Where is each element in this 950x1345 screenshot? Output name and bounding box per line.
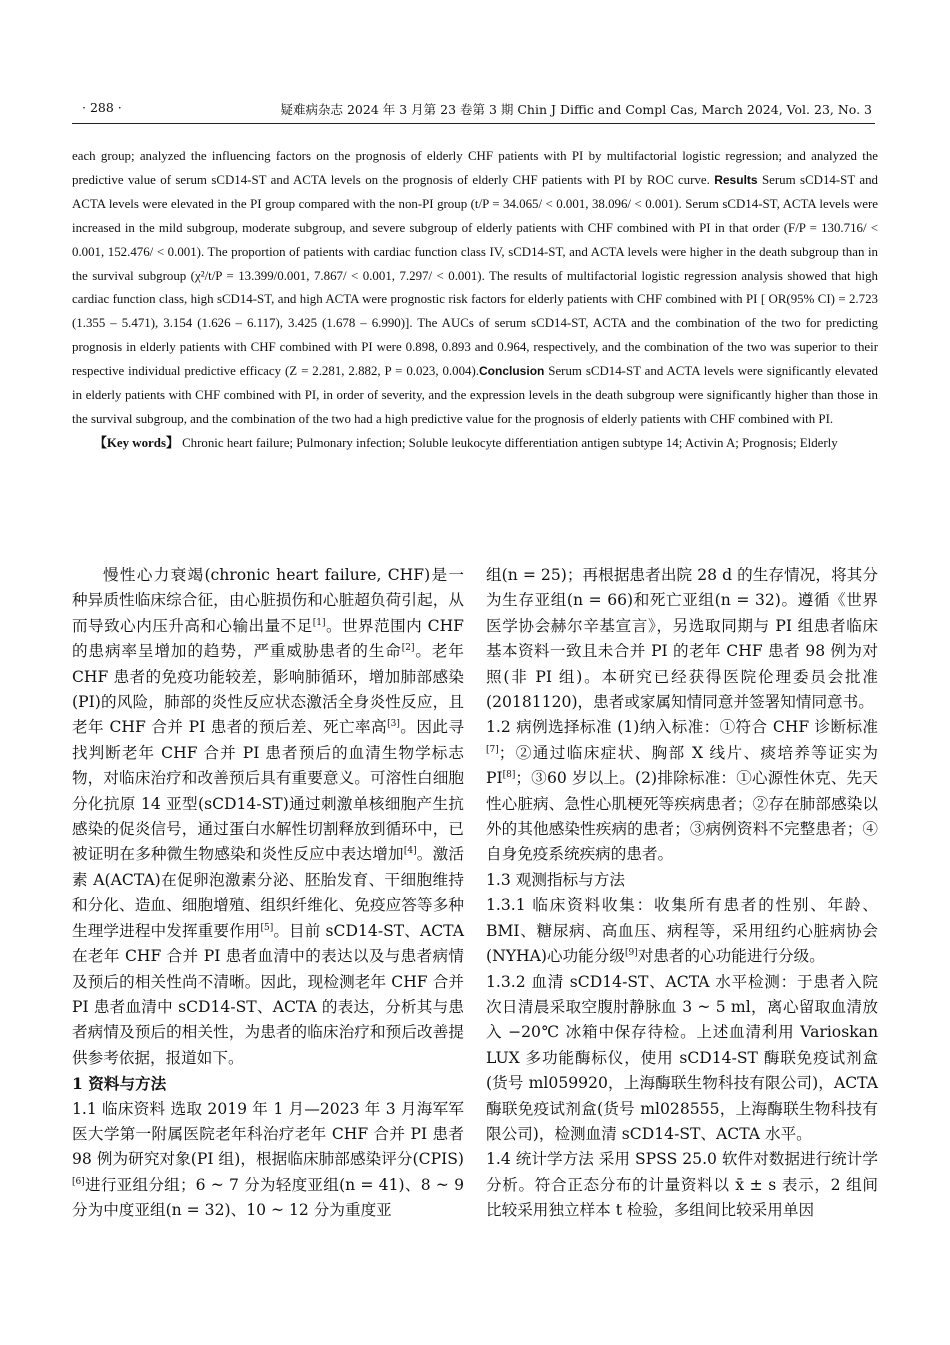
citation: [7] bbox=[486, 744, 499, 755]
citation: [5] bbox=[260, 922, 274, 933]
section-heading-1: 1 资料与方法 bbox=[72, 1074, 167, 1094]
paragraph-1-1: 1.1 临床资料 选取 2019 年 1 月—2023 年 3 月海军军医大学第一附属医院老年科治疗老年 CHF 合并 PI 患者 98 例为研究对象(PI 组)，根据临床肺部感染评分(CPIS)[6]进行亚组分组；6 ~ 7 分为轻度亚组(n = 41)、8 ~ 9 分为中度亚组(n = 32)、10 ~ 12 分为重度亚 bbox=[72, 1099, 464, 1220]
keywords-label: 【Key words】 bbox=[94, 435, 179, 450]
keywords: 【Key words】 Chronic heart failure; Pulmonary infection; Soluble leukocyte differentiation antigen subtype 14; Activin A; Prognosis; Elderly bbox=[94, 435, 838, 450]
right-column bbox=[486, 563, 878, 1224]
subsection-heading-1-1: 1.1 临床资料 bbox=[72, 1099, 166, 1118]
paragraph-1-3-1: 1.3.1 临床资料收集：收集所有患者的性别、年龄、BMI、糖尿病、高血压、病程等，采用纽约心脏病协会(NYHA)心功能分级[9]对患者的心功能进行分级。 bbox=[486, 896, 878, 966]
paragraph-1-2: 1.2 病例选择标准 (1)纳入标准：①符合 CHF 诊断标准[7]；②通过临床症状、胸部 X 线片、痰培养等证实为 PI[8]；③60 岁以上。(2)排除标准：①心源性休克、先天性心脏病、急性心肌梗死等疾病患者；②存在肺部感染以外的其他感染性疾病的患者；③病例资料不完整患者；④自身免疫系统疾病的患者。 bbox=[486, 718, 879, 864]
english-abstract bbox=[72, 145, 878, 456]
subsection-heading-1-3-2: 1.3.2 血清 sCD14-ST、ACTA 水平检测： bbox=[486, 972, 797, 991]
subsection-heading-1-2: 1.2 病例选择标准 bbox=[486, 718, 612, 737]
citation: [8] bbox=[502, 770, 516, 781]
citation: [2] bbox=[401, 643, 415, 654]
subsection-heading-1-4: 1.4 统计学方法 bbox=[486, 1150, 594, 1169]
intro-paragraph: 慢性心力衰竭(chronic heart failure, CHF)是一种异质性临床综合征，由心脏损伤和心脏超负荷引起，从而导致心内压升高和心输出量不足[1]。世界范围内 CHF 的患病率呈增加的趋势，严重威胁患者的生命[2]。老年 CHF 患者的免疫功能较差，影响肺循环，增加肺部感染(PI)的风险，肺部的炎性反应状态激活全身炎性反应，且老年 CHF 合并 PI 患者的预后差、死亡率高[3]。因此寻找判断老年 CHF 合并 PI 患者预后的血清生物学标志物，对临床治疗和改善预后具有重要意义。可溶性白细胞分化抗原 14 亚型(sCD14-ST)通过刺激单核细胞产生抗感染的促炎信号，通过蛋白水解性切割释放到循环中，已被证明在多种微生物感染和炎性反应中表达增加[4]。激活素 A(ACTA)在促卵泡激素分泌、胚胎发育、干细胞维持和分化、造血、细胞增殖、组织纤维化、免疫应答等多种生理学进程中发挥重要作用[5]。目前 sCD14-ST、ACTA 在老年 CHF 合并 PI 患者血清中的表达以及与患者病情及预后的相关性尚不清晰。因此，现检测老年 CHF 合并 PI 患者血清中 sCD14-ST、ACTA 的表达，分析其与患者病情及预后的相关性，为患者的临床治疗和预后改善提供参考依据，报道如下。 bbox=[72, 566, 464, 1067]
header-rule bbox=[72, 123, 875, 124]
conclusion-label: Conclusion bbox=[479, 364, 545, 379]
citation: [6] bbox=[72, 1176, 85, 1187]
paragraph-1-3-2: 1.3.2 血清 sCD14-ST、ACTA 水平检测：于患者入院次日清晨采取空腹肘静脉血 3 ~ 5 ml，离心留取血清放入 −20℃ 冰箱中保存待检。上述血清利用 Varioskan LUX 多功能酶标仪，使用 sCD14-ST 酶联免疫试剂盒(货号 ml059920，上海酶联生物科技有限公司)，ACTA 酶联免疫试剂盒(货号 ml028555，上海酶联生物科技有限公司)，检测血清 sCD14-ST、ACTA 水平。 bbox=[486, 972, 878, 1143]
page-number: · 288 · bbox=[82, 100, 122, 115]
results-label: Results bbox=[714, 172, 758, 187]
paragraph-1-4: 1.4 统计学方法 采用 SPSS 25.0 软件对数据进行统计学分析。符合正态分布的计量资料以 x̄ ± s 表示，2 组间比较采用独立样本 t 检验，多组间比较采用单因 bbox=[486, 1150, 878, 1220]
subsection-heading-1-3-1: 1.3.1 临床资料收集： bbox=[486, 896, 654, 915]
left-column bbox=[72, 563, 464, 1224]
citation: [1] bbox=[312, 617, 326, 628]
subsection-heading-1-3: 1.3 观测指标与方法 bbox=[486, 870, 625, 889]
citation: [3] bbox=[387, 719, 400, 730]
journal-running-header: 疑难病杂志 2024 年 3 月第 23 卷第 3 期 Chin J Diffic and Compl Cas, March 2024, Vol. 23, No. 3 bbox=[280, 102, 872, 117]
abstract-paragraph: each group; analyzed the influencing factors on the prognosis of elderly CHF patients with PI by multifactorial logistic regression; and analyzed the predictive value of serum sCD14-ST and ACTA levels on the prognosis of elderly CHF patients with PI by ROC curve. Results Serum sCD14-ST and ACTA levels were elevated in the PI group compared with the non-PI group (t/P = 34.065/ < 0.001, 38.096/ < 0.001). Serum sCD14-ST, ACTA levels were increased in the mild subgroup, moderate subgroup, and severe subgroup of elderly patients with CHF combined with PI in that order (F/P = 130.716/ < 0.001, 152.476/ < 0.001). The proportion of patients with cardiac function class IV, sCD14-ST, and ACTA levels were higher in the death subgroup than in the survival subgroup (χ²/t/P = 13.399/0.001, 7.867/ < 0.001, 7.297/ < 0.001). The results of multifactorial logistic regression analysis showed that high cardiac function class, high sCD14-ST, and high ACTA were prognostic risk factors for elderly patients with CHF combined with PI [ OR(95% CI) = 2.723 (1.355 – 5.471), 3.154 (1.626 – 6.117), 3.425 (1.678 – 6.990)]. The AUCs of serum sCD14-ST, ACTA and the combination of the two for predicting prognosis in elderly patients with CHF combined with PI were 0.898, 0.893 and 0.964, respectively, and the combination of the two was superior to their respective individual predictive efficacy (Z = 2.281, 2.882, P = 0.023, 0.004).Conclusion Serum sCD14-ST and ACTA levels were significantly elevated in elderly patients with CHF combined with PI, in order of severity, and the expression levels in the death subgroup were significantly higher than those in the survival subgroup, and the combination of the two had a high predictive value for the prognosis of elderly patients with CHF combined with PI. bbox=[72, 149, 879, 426]
citation: [9] bbox=[624, 947, 638, 958]
citation: [4] bbox=[403, 846, 417, 857]
paragraph-1-1-cont: 组(n = 25)；再根据患者出院 28 d 的生存情况，将其分为生存亚组(n = 66)和死亡亚组(n = 32)。遵循《世界医学协会赫尔辛基宣言》，另选取同期与 PI 组患者临床基本资料一致且未合并 PI 的老年 CHF 患者 98 例为对照(非 PI 组)。本研究已经获得医院伦理委员会批准(20181120)，患者或家属知情同意并签署知情同意书。 bbox=[486, 566, 878, 712]
